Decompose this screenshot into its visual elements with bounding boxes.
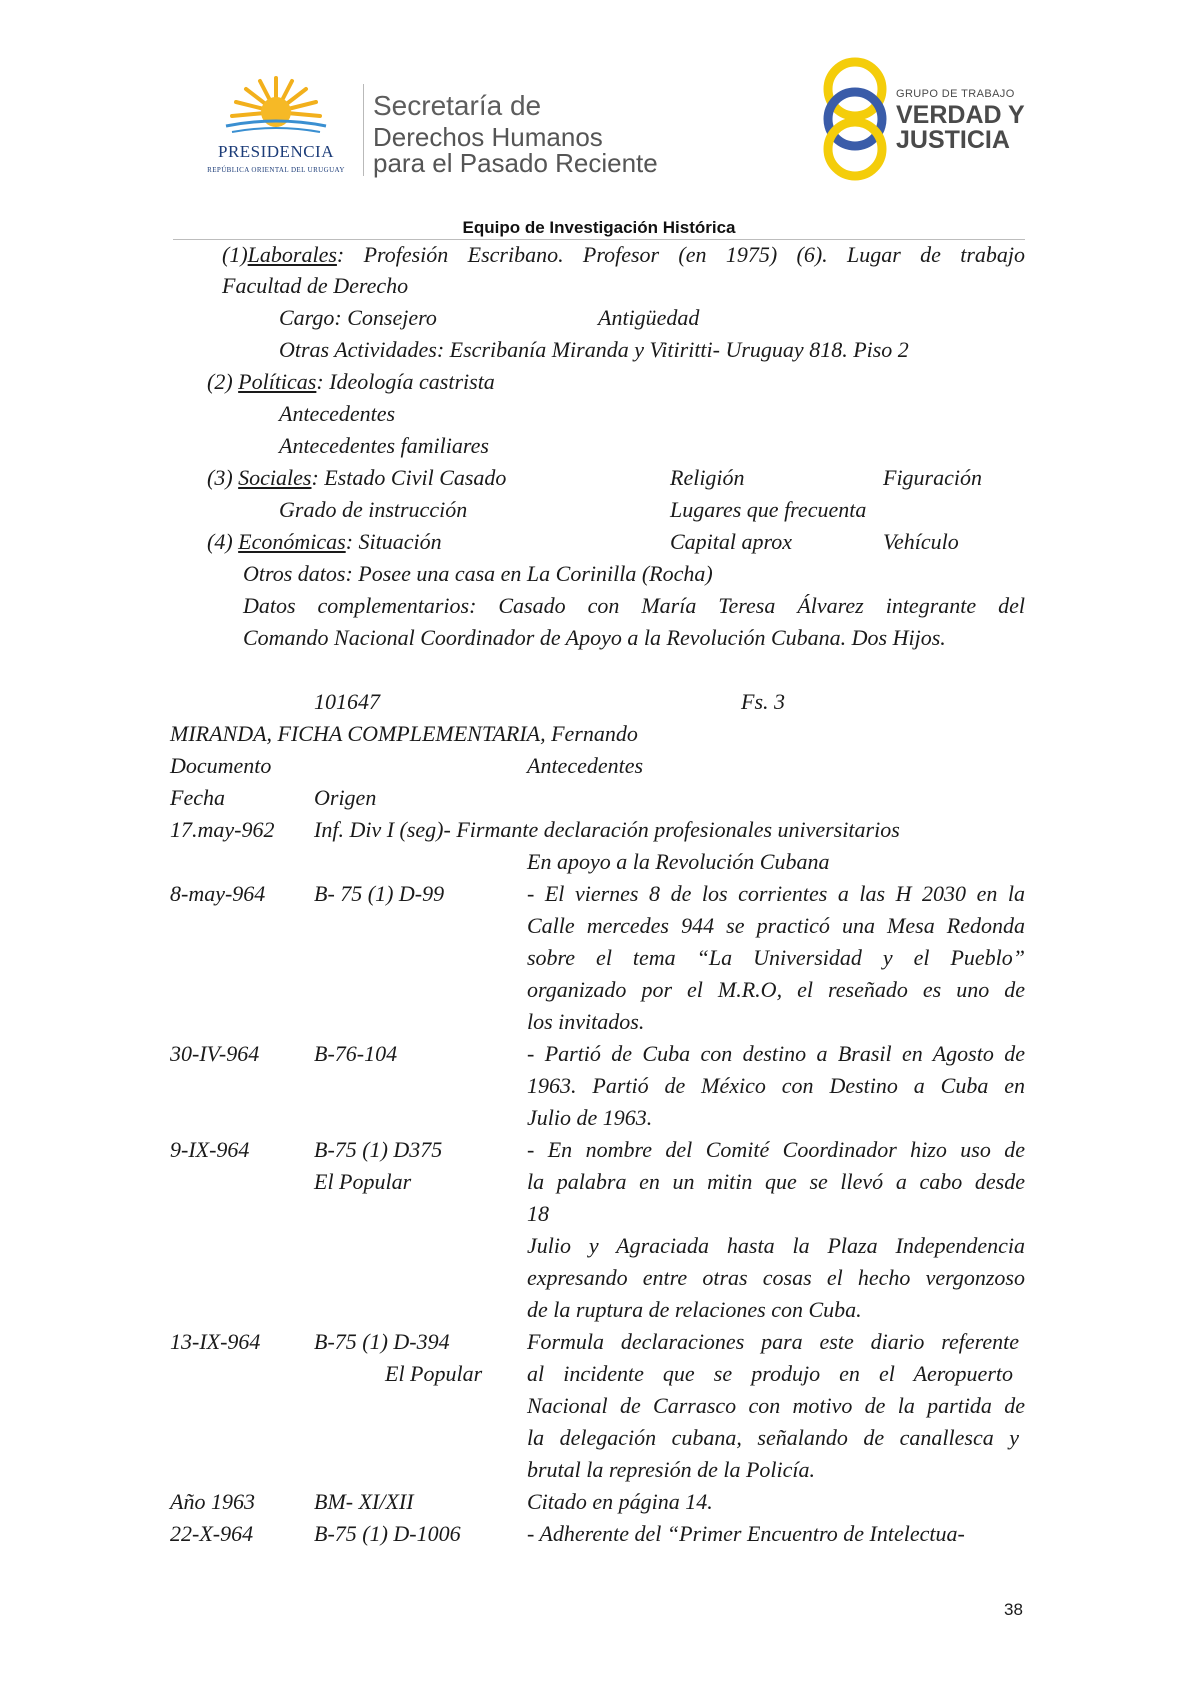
entry-text-line: 1963. Partió de México con Destino a Cuba en bbox=[527, 1073, 1025, 1098]
entry-origin: B-75 (1) D-394 bbox=[314, 1329, 450, 1354]
vehiculo: Vehículo bbox=[883, 529, 959, 554]
entry-text-line: Formula declaraciones para este diario referente bbox=[527, 1329, 1019, 1354]
politicas-line: (2) Políticas: Ideología castrista bbox=[207, 369, 495, 394]
grupo-label: GRUPO DE TRABAJO bbox=[896, 88, 1015, 100]
entry-text-line: de la ruptura de relaciones con Cuba. bbox=[527, 1297, 862, 1322]
entry-text-line: Calle mercedes 944 se practicó una Mesa Redonda bbox=[527, 913, 1025, 938]
verdad-justicia-logo bbox=[818, 56, 1038, 186]
entry-text-line: los invitados. bbox=[527, 1009, 645, 1034]
entry-date: 17.may-962 bbox=[170, 817, 275, 842]
header-divider bbox=[363, 84, 364, 176]
entry-date: 9-IX-964 bbox=[170, 1137, 250, 1162]
entry-text-line: al incidente que se produjo en el Aeropuerto bbox=[527, 1361, 1013, 1386]
entry-text-line: Nacional de Carrasco con motivo de la partida de bbox=[527, 1393, 1025, 1418]
secretaria-line1: Secretaría de bbox=[373, 90, 542, 121]
sun-emblem-icon bbox=[218, 72, 334, 138]
ficha-title: MIRANDA, FICHA COMPLEMENTARIA, Fernando bbox=[170, 721, 638, 746]
entry-text-line: sobre el tema “La Universidad y el Pueblo” bbox=[527, 945, 1025, 970]
economicas-label: Económicas bbox=[238, 529, 346, 554]
secretaria-line3: para el Pasado Reciente bbox=[373, 148, 658, 178]
entry-text-line: brutal la represión de la Policía. bbox=[527, 1457, 816, 1482]
lugares-frecuenta: Lugares que frecuenta bbox=[670, 497, 867, 522]
laborales-line: (1)Laborales: Profesión Escribano. Profesor (en 1975) (6). Lugar de trabajo bbox=[222, 242, 1025, 267]
otros-datos: Otros datos: Posee una casa en La Corinilla (Rocha) bbox=[243, 561, 713, 586]
secretaria-line2: Derechos Humanos bbox=[373, 122, 603, 152]
entry-origin: BM- XI/XII bbox=[314, 1489, 414, 1514]
linked-rings-icon bbox=[818, 56, 892, 182]
entry-date: 8-may-964 bbox=[170, 881, 266, 906]
ficha-fs: Fs. 3 bbox=[741, 689, 785, 714]
datos-complementarios-1: Datos complementarios: Casado con María Teresa Álvarez integrante del bbox=[243, 593, 1025, 618]
economicas-line: (4) Económicas: Situación bbox=[207, 529, 442, 554]
sociales-line: (3) Sociales: Estado Civil Casado bbox=[207, 465, 507, 490]
figuracion: Figuración bbox=[883, 465, 982, 490]
laborales-cont: Facultad de Derecho bbox=[222, 273, 409, 298]
entry-date: 13-IX-964 bbox=[170, 1329, 261, 1354]
entry-text-line: 18 bbox=[527, 1201, 549, 1226]
entry-text-line: expresando entre otras cosas el hecho vergonzoso bbox=[527, 1265, 1025, 1290]
entry-date: 22-X-964 bbox=[170, 1521, 254, 1546]
religion: Religión bbox=[670, 465, 745, 490]
presidencia-subtitle: REPÚBLICA ORIENTAL DEL URUGUAY bbox=[207, 166, 345, 174]
entry-text-line: - Adherente del “Primer Encuentro de Intelectua- bbox=[527, 1521, 965, 1546]
otras-actividades: Otras Actividades: Escribanía Miranda y Vitiritti- Uruguay 818. Piso 2 bbox=[279, 337, 909, 362]
entry-origin: B-76-104 bbox=[314, 1041, 398, 1066]
team-heading: Equipo de Investigación Histórica bbox=[462, 218, 736, 237]
antiguedad: Antigüedad bbox=[598, 305, 700, 330]
entry-origin: B-75 (1) D-1006 bbox=[314, 1521, 461, 1546]
entry-text-line: la palabra en un mitin que se llevó a cabo desde bbox=[527, 1169, 1025, 1194]
entry-text-line: - Partió de Cuba con destino a Brasil en Agosto de bbox=[527, 1041, 1025, 1066]
datos-complementarios-2: Comando Nacional Coordinador de Apoyo a la Revolución Cubana. Dos Hijos. bbox=[243, 625, 946, 650]
presidencia-name: PRESIDENCIA bbox=[217, 142, 334, 161]
entry-date: Año 1963 bbox=[170, 1489, 255, 1514]
entry-text-line: organizado por el M.R.O, el reseñado es uno de bbox=[527, 977, 1025, 1002]
antecedentes-familiares: Antecedentes familiares bbox=[279, 433, 489, 458]
antecedentes: Antecedentes bbox=[279, 401, 396, 426]
entry-text-line: - En nombre del Comité Coordinador hizo uso de bbox=[527, 1137, 1025, 1162]
entry-text-line: En apoyo a la Revolución Cubana bbox=[527, 849, 830, 874]
entry-origin: B- 75 (1) D-99 bbox=[314, 881, 445, 906]
ficha-number: 101647 bbox=[314, 689, 380, 714]
col-origen: Origen bbox=[314, 785, 377, 810]
presidencia-logo bbox=[196, 72, 356, 182]
grado-instruccion: Grado de instrucción bbox=[279, 497, 468, 522]
laborales-label: Laborales bbox=[247, 242, 337, 267]
entry-date: 30-IV-964 bbox=[170, 1041, 260, 1066]
entry-text-line: Julio y Agraciada hasta la Plaza Independencia bbox=[527, 1233, 1025, 1258]
page-number: 38 bbox=[1004, 1600, 1023, 1619]
entry-origin: B-75 (1) D375 bbox=[314, 1137, 443, 1162]
sociales-label: Sociales bbox=[238, 465, 312, 490]
entry-origin-source: El Popular bbox=[314, 1169, 412, 1194]
entry-text-line: Julio de 1963. bbox=[527, 1105, 653, 1130]
col-documento: Documento bbox=[170, 753, 272, 778]
entry-origin: Inf. Div I (seg)- Firmante declaración profesionales universitarios bbox=[314, 817, 900, 842]
col-fecha: Fecha bbox=[170, 785, 225, 810]
grupo-verdad: VERDAD Y bbox=[896, 101, 1025, 129]
entry-origin-source: El Popular bbox=[385, 1361, 483, 1386]
entry-text-line: Citado en página 14. bbox=[527, 1489, 713, 1514]
politicas-label: Políticas bbox=[238, 369, 317, 394]
entry-text-line: la delegación cubana, señalando de canallesca y bbox=[527, 1425, 1019, 1450]
grupo-justicia: JUSTICIA bbox=[896, 126, 1010, 154]
col-antecedentes: Antecedentes bbox=[527, 753, 644, 778]
cargo: Cargo: Consejero bbox=[279, 305, 437, 330]
capital: Capital aprox bbox=[670, 529, 793, 554]
entry-text-line: - El viernes 8 de los corrientes a las H 2030 en la bbox=[527, 881, 1025, 906]
